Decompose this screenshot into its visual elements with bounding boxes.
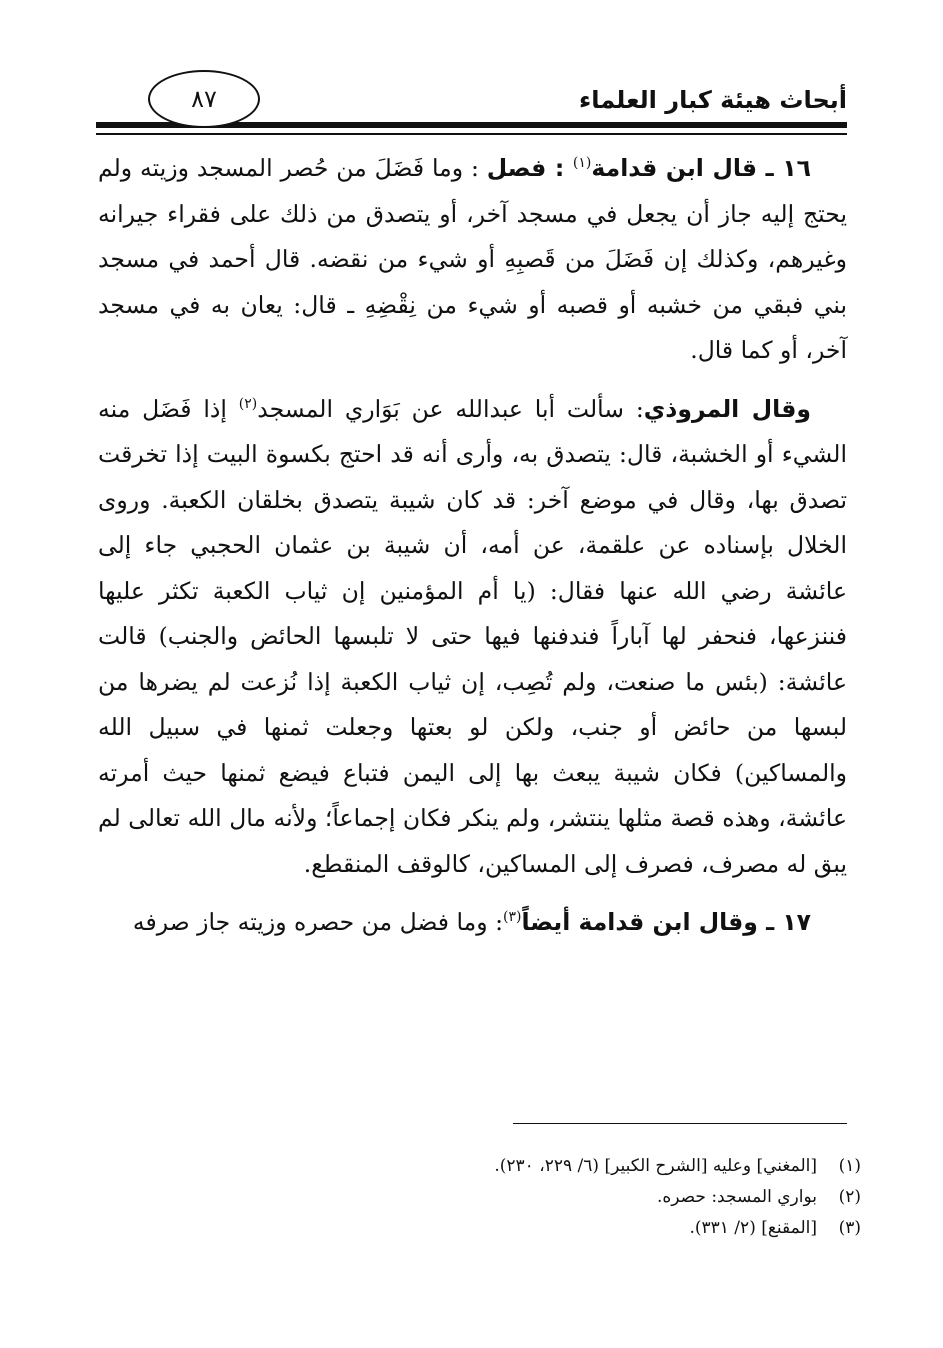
- footnote-text: [المغني] وعليه [الشرح الكبير] (٦/ ٢٢٩، ٢٣٠).: [494, 1156, 817, 1176]
- paragraph-lead: وقال المروذي: [643, 394, 811, 423]
- footnote-number: (١): [838, 1156, 861, 1176]
- footnote-3: [98, 1213, 861, 1244]
- paragraph-text: : وما فَضَلَ من حُصر المسجد وزيته ولم يحتج إليه جاز أن يجعل في مسجد آخر، أو يتصدق من ذلك على فقراء جيرانه وغيرهم، وكذلك إن فَضَلَ من قَصبِهِ أو شيء من نقضه. قال أحمد في مسجد بني فبقي من خشبه أو قصبه أو شيء من نِقْضِهِ ـ قال: يعان به في مسجد آخر، أو كما قال.: [98, 154, 847, 364]
- footnote-number: (٢): [838, 1187, 861, 1207]
- header-rule-thin: [96, 133, 847, 135]
- paragraph-16: [98, 146, 847, 374]
- footnote-marker-3[interactable]: (٣): [502, 909, 522, 926]
- footnote-separator: [513, 1123, 847, 1124]
- paragraph-text: إذا فَضَل منه الشيء أو الخشبة، قال: يتصدق به، وأرى أنه قد احتج بكسوة البيت إذا تخرقت تصدق بها، وقال في موضع آخر: قد كان شيبة يتصدق بخلقان الكعبة. وروى الخلال بإسناده عن علقمة، عن أمه، أن شيبة بن عثمان الحجبي جاء إلى عائشة رضي الله عنها فقال: (يا أم المؤمنين إن ثياب الكعبة تكثر عليها فننزعها، فنحفر لها آباراً فندفنها فيها حتى لا تلبسها الحائض والجنب) قالت عائشة: (بئس ما صنعت، ولم تُصِب، إن ثياب الكعبة إذا نُزعت لم يضرها من لبسها من حائض أو جنب، ولكن لو بعتها وجعلت ثمنها في سبيل الله والمساكين) فكان شيبة يبعث بها إلى اليمن فتباع فيضع ثمنها حيث أمرته عائشة، وهذه قصة مثلها ينتشر، ولم ينكر فكان إجماعاً؛ ولأنه مال الله تعالى لم يبق له مصرف، فصرف إلى المساكين، كالوقف المنقطع.: [98, 394, 847, 878]
- paragraph-text-before-marker: : سألت أبا عبدالله عن بَوَاري المسجد: [257, 394, 644, 423]
- paragraph-17: [98, 900, 847, 946]
- footnote-number: (٣): [838, 1218, 861, 1238]
- footnotes: [98, 1151, 861, 1244]
- body-text: [98, 146, 847, 946]
- footnote-marker-1[interactable]: (١): [572, 155, 592, 172]
- footnote-1: [98, 1151, 861, 1182]
- footnote-2: [98, 1182, 861, 1213]
- running-header-title: أبحاث هيئة كبار العلماء: [578, 86, 847, 114]
- paragraph-lead: ١٧ ـ وقال ابن قدامة أيضاً: [521, 908, 811, 936]
- paragraph-text: : وما فضل من حصره وزيته جاز صرفه: [132, 908, 503, 936]
- page-number-badge: [148, 70, 260, 128]
- paragraph-lead: ١٦ ـ قال ابن قدامة: [591, 154, 811, 182]
- paragraph-bold-phrase: : فصل: [486, 154, 573, 182]
- footnote-text: [المقنع] (٢/ ٣٣١).: [689, 1218, 817, 1238]
- page-number: ٨٧: [191, 85, 217, 113]
- footnote-marker-2[interactable]: (٢): [238, 395, 258, 412]
- paragraph-marwazi: [98, 387, 847, 888]
- footnote-text: بواري المسجد: حصره.: [656, 1187, 817, 1207]
